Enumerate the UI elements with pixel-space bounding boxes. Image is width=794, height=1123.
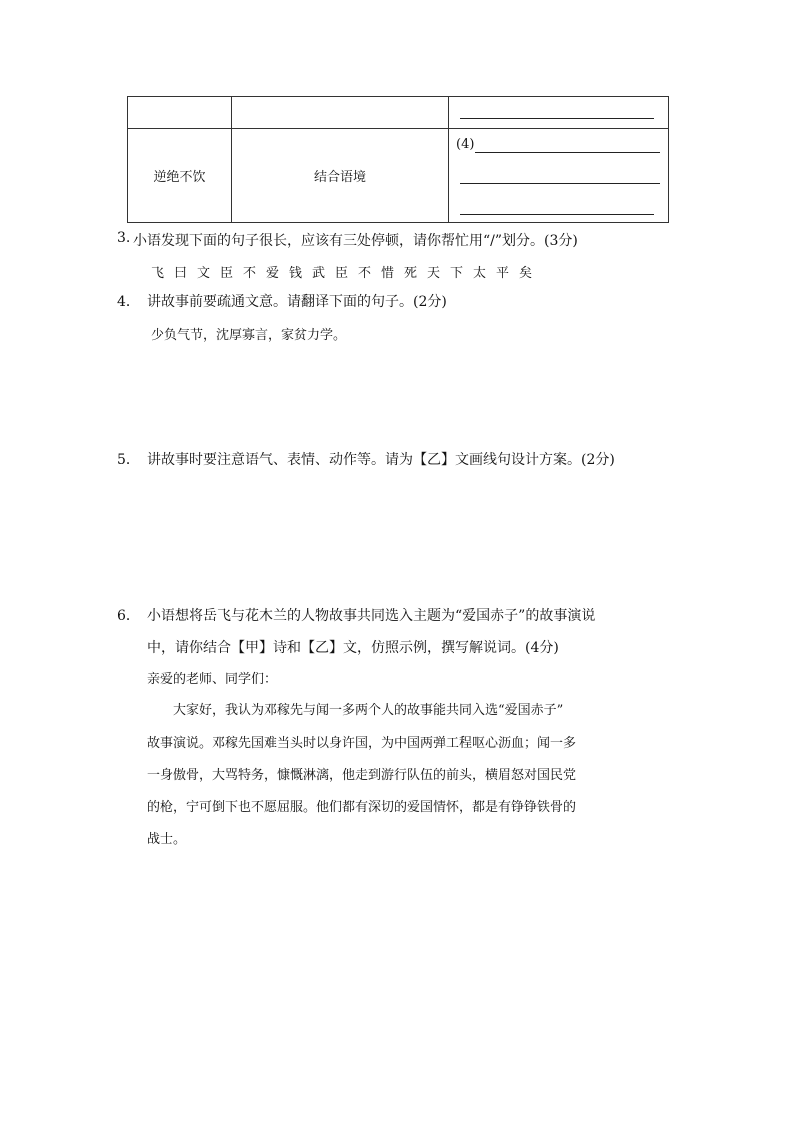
question-number: 5． [117,452,140,468]
table-cell-term: 逆绝不饮 [128,129,232,223]
table-cell-answer [449,129,669,223]
example-line: 故事演说。邓稼先国难当头时以身许国，为中国两弹工程呕心沥血；闻一多 [147,736,577,751]
answer-blank[interactable] [460,118,654,119]
example-line: 一身傲骨，大骂特务，慷慨淋漓，他走到游行队伍的前头，横眉怒对国民党 [147,768,577,783]
question-text: 小语发现下面的句子很长，应该有三处停顿，请你帮忙用“/”划分。(3分) [133,233,578,249]
sentence-to-divide: 飞曰文臣不爱钱武臣不惜死天下太平矣 [151,266,543,281]
question-6 [117,605,596,625]
table-cell-r1c2 [232,97,449,129]
table-cell-r1c3 [449,97,669,129]
question-5 [117,449,615,469]
question-number: 6． [117,608,140,624]
question-4 [117,291,447,311]
sentence-to-translate: 少负气节，沈厚寡言，家贫力学。 [151,328,347,343]
question-text: 讲故事前要疏通文意。请翻译下面的句子。(2分) [147,294,447,310]
example-line: 战士。 [147,832,187,847]
question-6-continued: 中，请你结合【甲】诗和【乙】文，仿照示例，撰写解说词。(4分) [147,640,559,656]
table-cell-method: 结合语境 [232,129,449,223]
answer-number: (4) [456,137,475,152]
question-number: 3. [117,230,131,246]
answer-blank[interactable] [460,183,660,184]
salutation: 亲爱的老师、同学们： [147,672,278,687]
question-text-line1: 小语想将岳飞与花木兰的人物故事共同选入主题为“爱国赤子”的故事演说 [147,608,596,624]
question-number: 4． [117,294,140,310]
question-3 [117,230,578,250]
question-text: 讲故事时要注意语气、表情、动作等。请为【乙】文画线句设计方案。(2分) [147,452,615,468]
example-line: 的枪，宁可倒下也不愿屈服。他们都有深切的爱国情怀，都是有铮铮铁骨的 [147,800,577,815]
answer-table [127,96,669,223]
answer-blank[interactable] [460,214,654,215]
table-cell-r1c1 [128,97,232,129]
example-line: 大家好，我认为邓稼先与闻一多两个人的故事能共同入选“爱国赤子” [147,703,564,718]
answer-blank[interactable] [475,152,660,153]
